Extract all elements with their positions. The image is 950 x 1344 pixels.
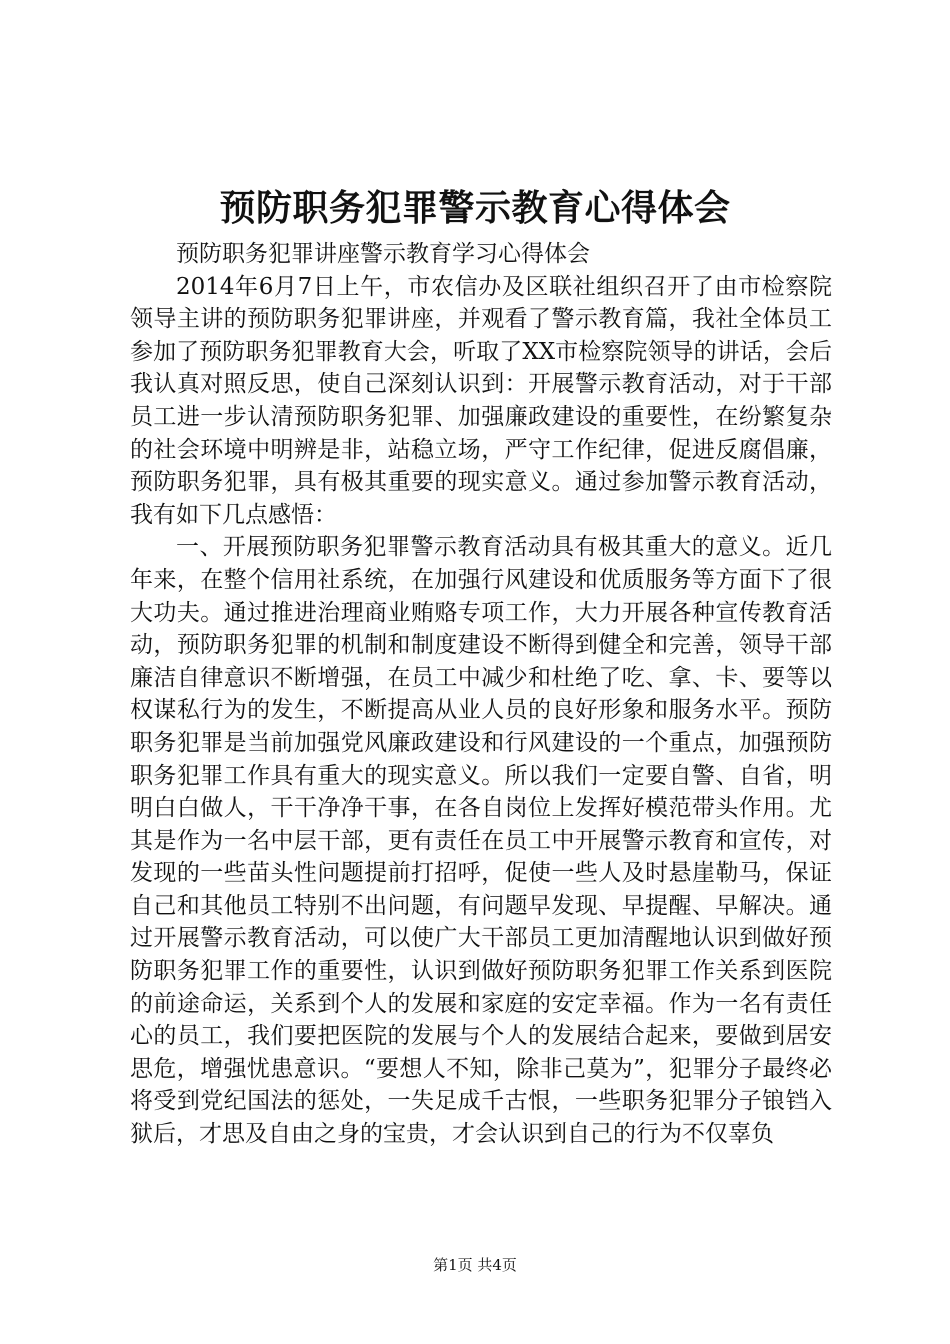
page-number-footer: 第1页 共4页 [433,1256,517,1274]
subtitle-paragraph: 预防职务犯罪讲座警示教育学习心得体会 [176,241,590,267]
intro-paragraph: 2014年6月7日上午，市农信办及区联社组织召开了由市检察院领导主讲的预防职务犯罪讲座，并观看了警示教育篇，我社全体员工参加了预防职务犯罪教育大会，听取了XX市检察院领导的讲话，会后我认真对照反思，使自己深刻认识到：开展警示教育活动，对于干部员工进一步认清预防职务犯罪、加强廉政建设的重要性，在纷繁复杂的社会环境中明辨是非，站稳立场，严守工作纪律，促进反腐倡廉，预防职务犯罪，具有极其重要的现实意义。通过参加警示教育活动，我有如下几点感悟： [130,273,832,528]
document-title: 预防职务犯罪警示教育心得体会 [219,187,731,229]
section-one-paragraph: 一、开展预防职务犯罪警示教育活动具有极其重大的意义。近几年来，在整个信用社系统，在加强行风建设和优质服务等方面下了很大功夫。通过推进治理商业贿赂专项工作，大力开展各种宣传教育活动，预防职务犯罪的机制和制度建设不断得到健全和完善，领导干部廉洁自律意识不断增强，在员工中减少和杜绝了吃、拿、卡、要等以权谋私行为的发生，不断提高从业人员的良好形象和服务水平。预防职务犯罪是当前加强党风廉政建设和行风建设的一个重点，加强预防职务犯罪工作具有重大的现实意义。所以我们一定要自警、自省，明明白白做人，干干净净干事，在各自岗位上发挥好模范带头作用。尤其是作为一名中层干部，更有责任在员工中开展警示教育和宣传，对发现的一些苗头性问题提前打招呼，促使一些人及时悬崖勒马，保证自己和其他员工特别不出问题，有问题早发现、早提醒、早解决。通过开展警示教育活动，可以使广大干部员工更加清醒地认识到做好预防职务犯罪工作的重要性，认识到做好预防职务犯罪工作关系到医院的前途命运，关系到个人的发展和家庭的安定幸福。作为一名有责任心的员工，我们要把医院的发展与个人的发展结合起来，要做到居安思危，增强忧患意识。“要想人不知，除非己莫为”，犯罪分子最终必将受到党纪国法的惩处，一失足成千古恨，一些职务犯罪分子锒铛入狱后，才思及自由之身的宝贵，才会认识到自己的行为不仅辜负 [130,534,832,1148]
document-body [130,238,832,1151]
